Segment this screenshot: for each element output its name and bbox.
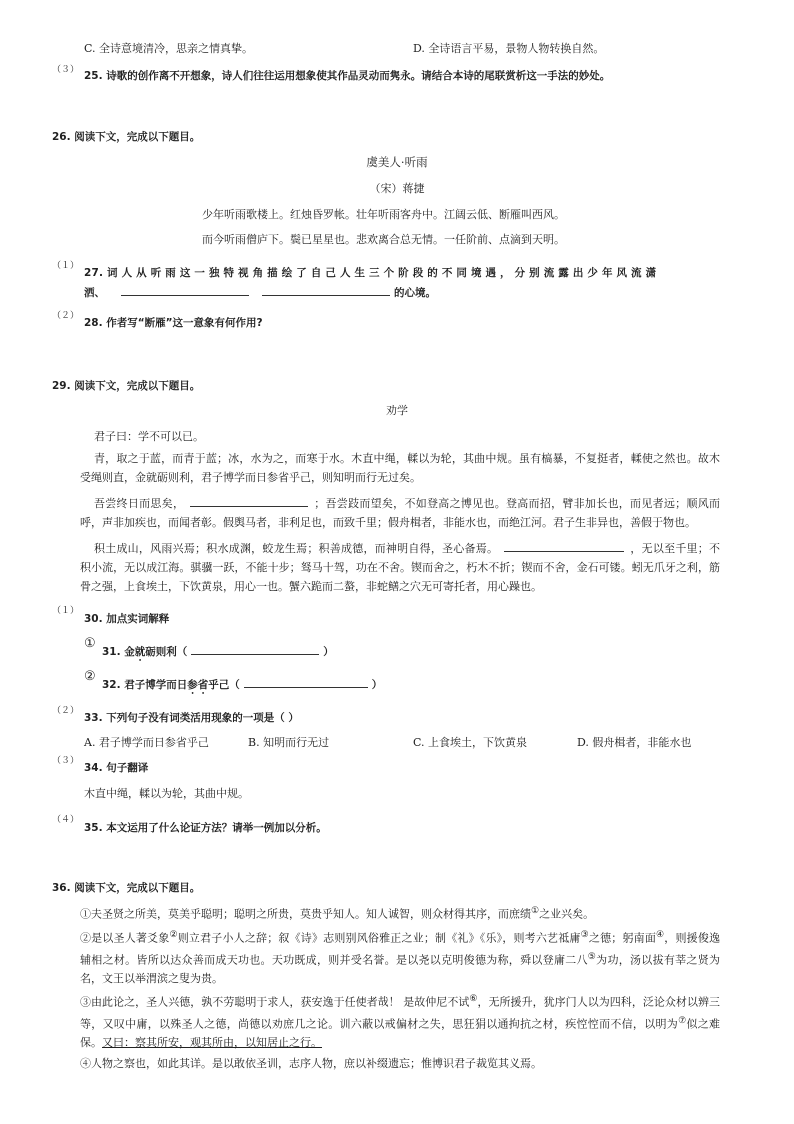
para-text: 积土成山，风雨兴焉；积水成渊，蛟龙生焉；积善成德，而神明自得，圣心备焉。 bbox=[94, 542, 499, 555]
option-d: D. 全诗语言平易，景物人物转换自然。 bbox=[413, 42, 605, 55]
note-marker: ⑤ bbox=[587, 951, 597, 962]
dotted-word: 参省 bbox=[187, 679, 209, 691]
para-text: ，无以至千里；不积小流，无以成江海。骐骥一跃，不能十步；驽马十驾，功在不舍。锲而舍之，朽木不折；锲而不舍，金石可镂。蚓无爪牙之利，筋骨之强，上食埃土，下饮黄泉，用心一也。蟹六跪而二螯，非蛇鳝之穴无可寄托者，用心躁也。 bbox=[80, 542, 721, 593]
option-c: C. 上食埃土，下饮黄泉 bbox=[413, 736, 528, 749]
para-text: 之德；躬南面 bbox=[588, 931, 657, 945]
sub-question-number: （１） bbox=[52, 261, 80, 271]
paragraph: 君子曰：学不可以已。 bbox=[94, 430, 204, 443]
q27-suffix: 的心境。 bbox=[393, 287, 436, 299]
option-a: A. 君子博学而日参省乎己 bbox=[84, 736, 209, 749]
answer-blank[interactable] bbox=[191, 643, 319, 655]
paragraph bbox=[80, 990, 720, 1052]
option-b: B. 知明而行无过 bbox=[248, 736, 330, 749]
paragraph bbox=[80, 902, 720, 924]
question-27-cont bbox=[84, 284, 436, 300]
sub-question-number: （２） bbox=[52, 706, 80, 716]
translation-sentence: 木直中绳，輮以为轮，其曲中规。 bbox=[84, 787, 249, 800]
para-text: ，无所援升，犹序门人以为四科，泛论众材以辨三等，又叹中庸，以殊圣人之德，尚德以劝庶几之论。训六蔽以戒偏材之失，思狂狷以通拘抗之材，疾悾悾而不信，以明为 bbox=[80, 995, 720, 1031]
para-text: 则立君子小人之辞；叙《诗》志则别风俗雅正之业；制《礼》《乐》，则考六艺祗庸 bbox=[177, 931, 581, 945]
q32-pre: 32. 君子博学而日 bbox=[102, 679, 188, 691]
poem-author: （宋）蒋捷 bbox=[369, 182, 425, 195]
poem-line: 而今听雨僧庐下。鬓已星星也。悲欢离合总无情。一任阶前、点滴到天明。 bbox=[202, 233, 565, 246]
section-heading: 36. 阅读下文，完成以下题目。 bbox=[52, 882, 201, 894]
question-34: 34. 句子翻译 bbox=[84, 762, 149, 774]
poem-title: 虞美人·听雨 bbox=[366, 155, 428, 169]
paragraph: 青，取之于蓝，而青于蓝；冰，水为之，而寒于水。木直中绳，輮以为轮，其曲中规。虽有槁暴，不复挺者，輮使之然也。故木受绳则直，金就砺则利，君子博学而日参省乎己，则知明而行无过矣。 bbox=[80, 452, 720, 484]
option-d: D. 假舟楫者，非能水也 bbox=[577, 736, 692, 749]
circled-number: ① bbox=[84, 636, 96, 651]
poem-line: 少年听雨歌楼上。红烛昏罗帐。壮年听雨客舟中。江阔云低、断雁叫西风。 bbox=[202, 208, 565, 221]
sub-question-number: （４） bbox=[52, 815, 80, 825]
para-text: ③由此论之，圣人兴德，孰不劳聪明于求人，获安逸于任使者哉！ 是故仲尼不试 bbox=[80, 995, 470, 1009]
q31-post: 砺则利（ bbox=[145, 646, 188, 658]
para-text: ；吾尝跂而望矣，不如登高之博见也。登高而招，臂非加长也，而见者远；顺风而呼，声非加疾也，而闻者彰。假舆马者，非利足也，而致千里；假舟楫者，非能水也，而绝江河。君子生非异也，善假于物也。 bbox=[80, 497, 720, 529]
paragraph bbox=[80, 926, 720, 988]
para-text: ，则援俊逸辅相之材。皆所以达众善而成天功也。天功既成，则并受名誉。是以尧以克明俊德为称，舜以登庸二八 bbox=[80, 931, 721, 967]
answer-blank[interactable] bbox=[190, 495, 308, 507]
q32-post: 乎己（ bbox=[208, 679, 240, 691]
essay-title: 劝学 bbox=[386, 404, 408, 417]
answer-blank[interactable] bbox=[121, 284, 249, 296]
paragraph: ④人物之察也，如此其详。是以敢依圣训，志序人物，庶以补缀遗忘；惟博识君子裁览其义焉。 bbox=[80, 1057, 542, 1070]
section-heading: 26. 阅读下文，完成以下题目。 bbox=[52, 131, 201, 143]
section-heading: 29. 阅读下文，完成以下题目。 bbox=[52, 380, 201, 392]
question-30: 30. 加点实词解释 bbox=[84, 613, 170, 625]
sub-question-number: （１） bbox=[52, 606, 80, 616]
note-marker: ④ bbox=[656, 930, 665, 940]
question-28: 28. 作者写“断雁”这一意象有何作用? bbox=[84, 317, 263, 329]
q32-end: ） bbox=[371, 679, 383, 691]
para-text: 之业兴矣。 bbox=[539, 907, 595, 921]
option-c: C. 全诗意境清冷，思亲之情真挚。 bbox=[84, 42, 254, 55]
para-text: 似之难保。 bbox=[80, 1017, 721, 1050]
note-marker: ⑥ bbox=[469, 994, 478, 1004]
note-marker: ① bbox=[531, 906, 540, 916]
q31-pre: 31. 金 bbox=[102, 646, 135, 658]
question-32 bbox=[102, 676, 382, 697]
question-25: 25. 诗歌的创作离不开想象，诗人们往往运用想象使其作品灵动而隽永。请结合本诗的尾联赏析这一手法的妙处。 bbox=[84, 70, 611, 82]
dotted-word: 就 bbox=[134, 646, 146, 658]
para-text: 为功，汤以拔有莘之贤为名，文王以举渭滨之叟为贵。 bbox=[80, 953, 720, 986]
para-text: ②是以圣人著爻象 bbox=[80, 931, 170, 945]
question-31 bbox=[102, 643, 334, 664]
note-marker: ③ bbox=[580, 930, 589, 940]
paragraph bbox=[80, 539, 720, 596]
note-marker: ② bbox=[169, 930, 178, 940]
note-marker: ⑦ bbox=[678, 1015, 687, 1026]
sub-question-number: （３） bbox=[52, 756, 80, 766]
circled-number: ② bbox=[84, 669, 96, 684]
answer-blank[interactable] bbox=[244, 676, 368, 688]
sub-question-number: （３） bbox=[52, 65, 80, 75]
question-33: 33. 下列句子没有词类活用现象的一项是（ ） bbox=[84, 712, 299, 724]
question-35: 35. 本文运用了什么论证方法？请举一例加以分析。 bbox=[84, 822, 327, 834]
question-27: 27. 词 人 从 听 雨 这 一 独 特 视 角 描 绘 了 自 己 人 生 三 个 阶 段 的 不 同 境 遇 ， 分 别 流 露 出 少 年 风 流 潇 bbox=[84, 267, 657, 279]
paragraph bbox=[80, 494, 720, 532]
para-text: 吾尝终日而思矣， bbox=[94, 497, 185, 510]
q27-prefix: 洒、 bbox=[84, 287, 105, 299]
sub-question-number: （２） bbox=[52, 311, 80, 321]
underlined-text: 又曰：察其所安，观其所由，以知居止之行。 bbox=[102, 1036, 322, 1050]
answer-blank[interactable] bbox=[262, 284, 390, 296]
para-text: ①夫圣贤之所美，莫美乎聪明；聪明之所贵，莫贵乎知人。知人诚智，则众材得其序，而庶绩 bbox=[80, 907, 531, 921]
q31-end: ） bbox=[323, 646, 334, 658]
answer-blank[interactable] bbox=[504, 540, 624, 552]
